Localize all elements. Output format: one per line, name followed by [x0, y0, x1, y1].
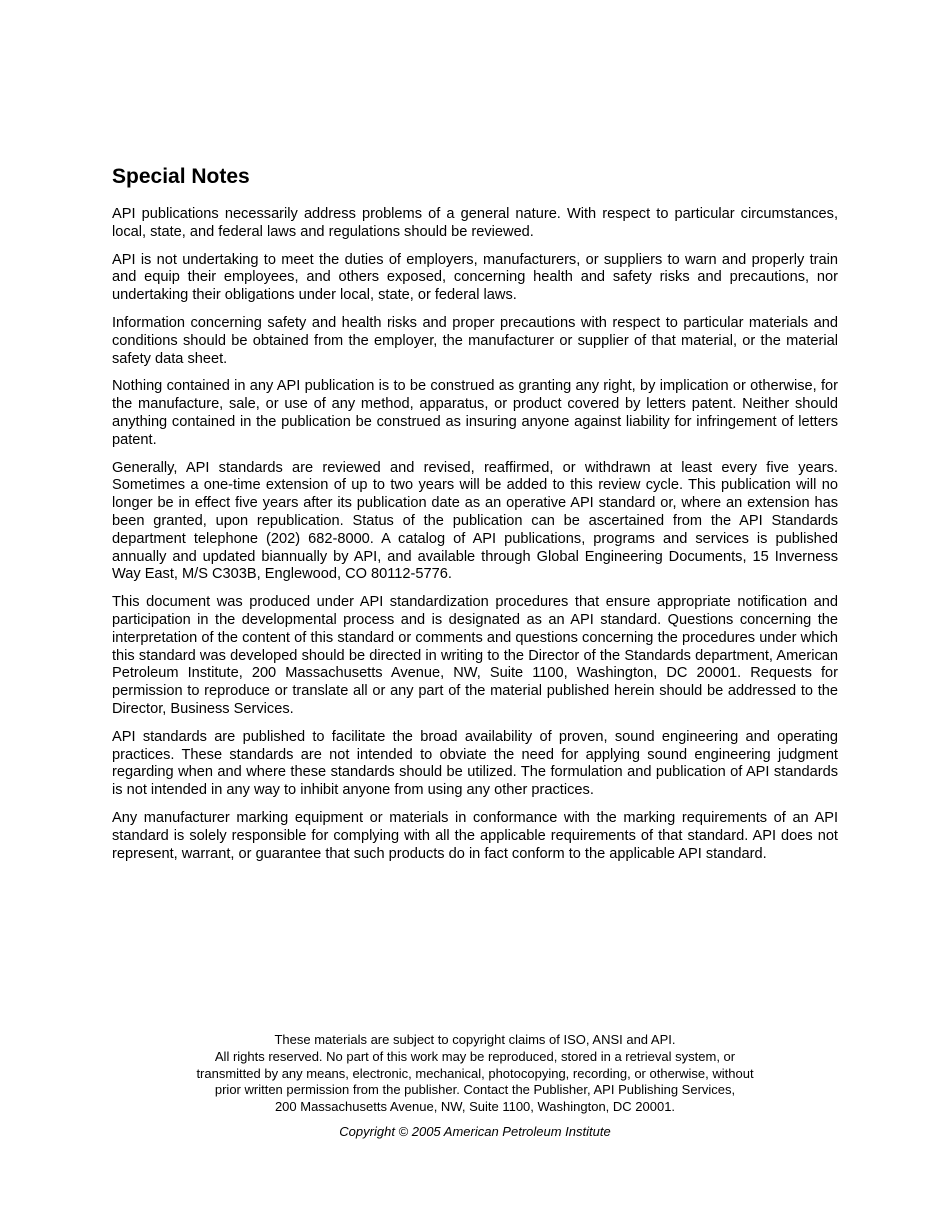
paragraph-employer-duties: API is not undertaking to meet the duties of employers, manufacturers, or suppliers to warn and properly train and equip their employees, and others exposed, concerning health and safety risks and precautions, nor undertaking their obligations under local, state, or federal laws. — [112, 251, 838, 304]
footer-line: transmitted by any means, electronic, mechanical, photocopying, recording, or otherwise, without — [196, 1065, 754, 1081]
paragraph-general-nature: API publications necessarily address problems of a general nature. With respect to particular circumstances, local, state, and federal laws and regulations should be reviewed. — [112, 206, 838, 240]
copyright-notice — [0, 1032, 950, 1116]
footer-line: 200 Massachusetts Avenue, NW, Suite 1100, Washington, DC 20001. — [274, 1099, 676, 1115]
paragraph-marking-requirements: Any manufacturer marking equipment or materials in conformance with the marking requirements of an API standard is solely responsible for complying with all the applicable requirements of that standard. API does not represent, warrant, or guarantee that such products do in fact conform to the applicable API standard. — [112, 809, 838, 862]
copyright-line: Copyright © 2005 American Petroleum Institute — [339, 1124, 611, 1139]
footer-line: All rights reserved. No part of this work may be reproduced, stored in a retrieval system, or — [214, 1048, 736, 1064]
paragraph-review-cycle: Generally, API standards are reviewed and revised, reaffirmed, or withdrawn at least every five years. Sometimes a one-time extension of up to two years will be added to this review cycle. This publication will no longer be in effect five years after its publication date as an operative API standard or, where an extension has been granted, upon republication. Status of the publication can be ascertained from the API Standards department telephone (202) 682-8000. A catalog of API publications, programs and services is published annually and updated biannually by API, and available through Global Engineering Documents, 15 Inverness Way East, M/S C303B, Englewood, CO 80112-5776. — [112, 459, 838, 583]
paragraph-letters-patent: Nothing contained in any API publication is to be construed as granting any right, by implication or otherwise, for the manufacture, sale, or use of any method, apparatus, or product covered by letters patent. Neither should anything contained in the publication be construed as insuring anyone against liability for infringement of letters patent. — [112, 378, 838, 448]
page-title: Special Notes — [112, 165, 250, 188]
paragraph-engineering-practices: API standards are published to facilitate the broad availability of proven, sound engineering and operating practices. These standards are not intended to obviate the need for applying sound engineering judgment regarding when and where these standards should be utilized. The formulation and publication of API standards is not intended in any way to inhibit anyone from using any other practices. — [112, 728, 838, 799]
paragraph-standardization-procedures: This document was produced under API standardization procedures that ensure appropriate notification and participation in the developmental process and is designated as an API standard. Questions concerning the interpretation of the content of this standard or comments and questions concerning the procedures under which this standard was developed should be directed in writing to the Director of the Standards department, American Petroleum Institute, 200 Massachusetts Avenue, NW, Suite 1100, Washington, DC 20001. Requests for permission to reproduce or translate all or any part of the material published herein should be addressed to the Director, Business Services. — [112, 594, 838, 717]
footer-line: These materials are subject to copyright claims of ISO, ANSI and API. — [274, 1032, 676, 1047]
footer-line: prior written permission from the publisher. Contact the Publisher, API Publishing Services, — [214, 1082, 736, 1098]
paragraph-safety-information: Information concerning safety and health risks and proper precautions with respect to particular materials and conditions should be obtained from the employer, the manufacturer or supplier of that material, or the material safety data sheet. — [112, 314, 838, 367]
special-notes-section — [112, 164, 838, 873]
